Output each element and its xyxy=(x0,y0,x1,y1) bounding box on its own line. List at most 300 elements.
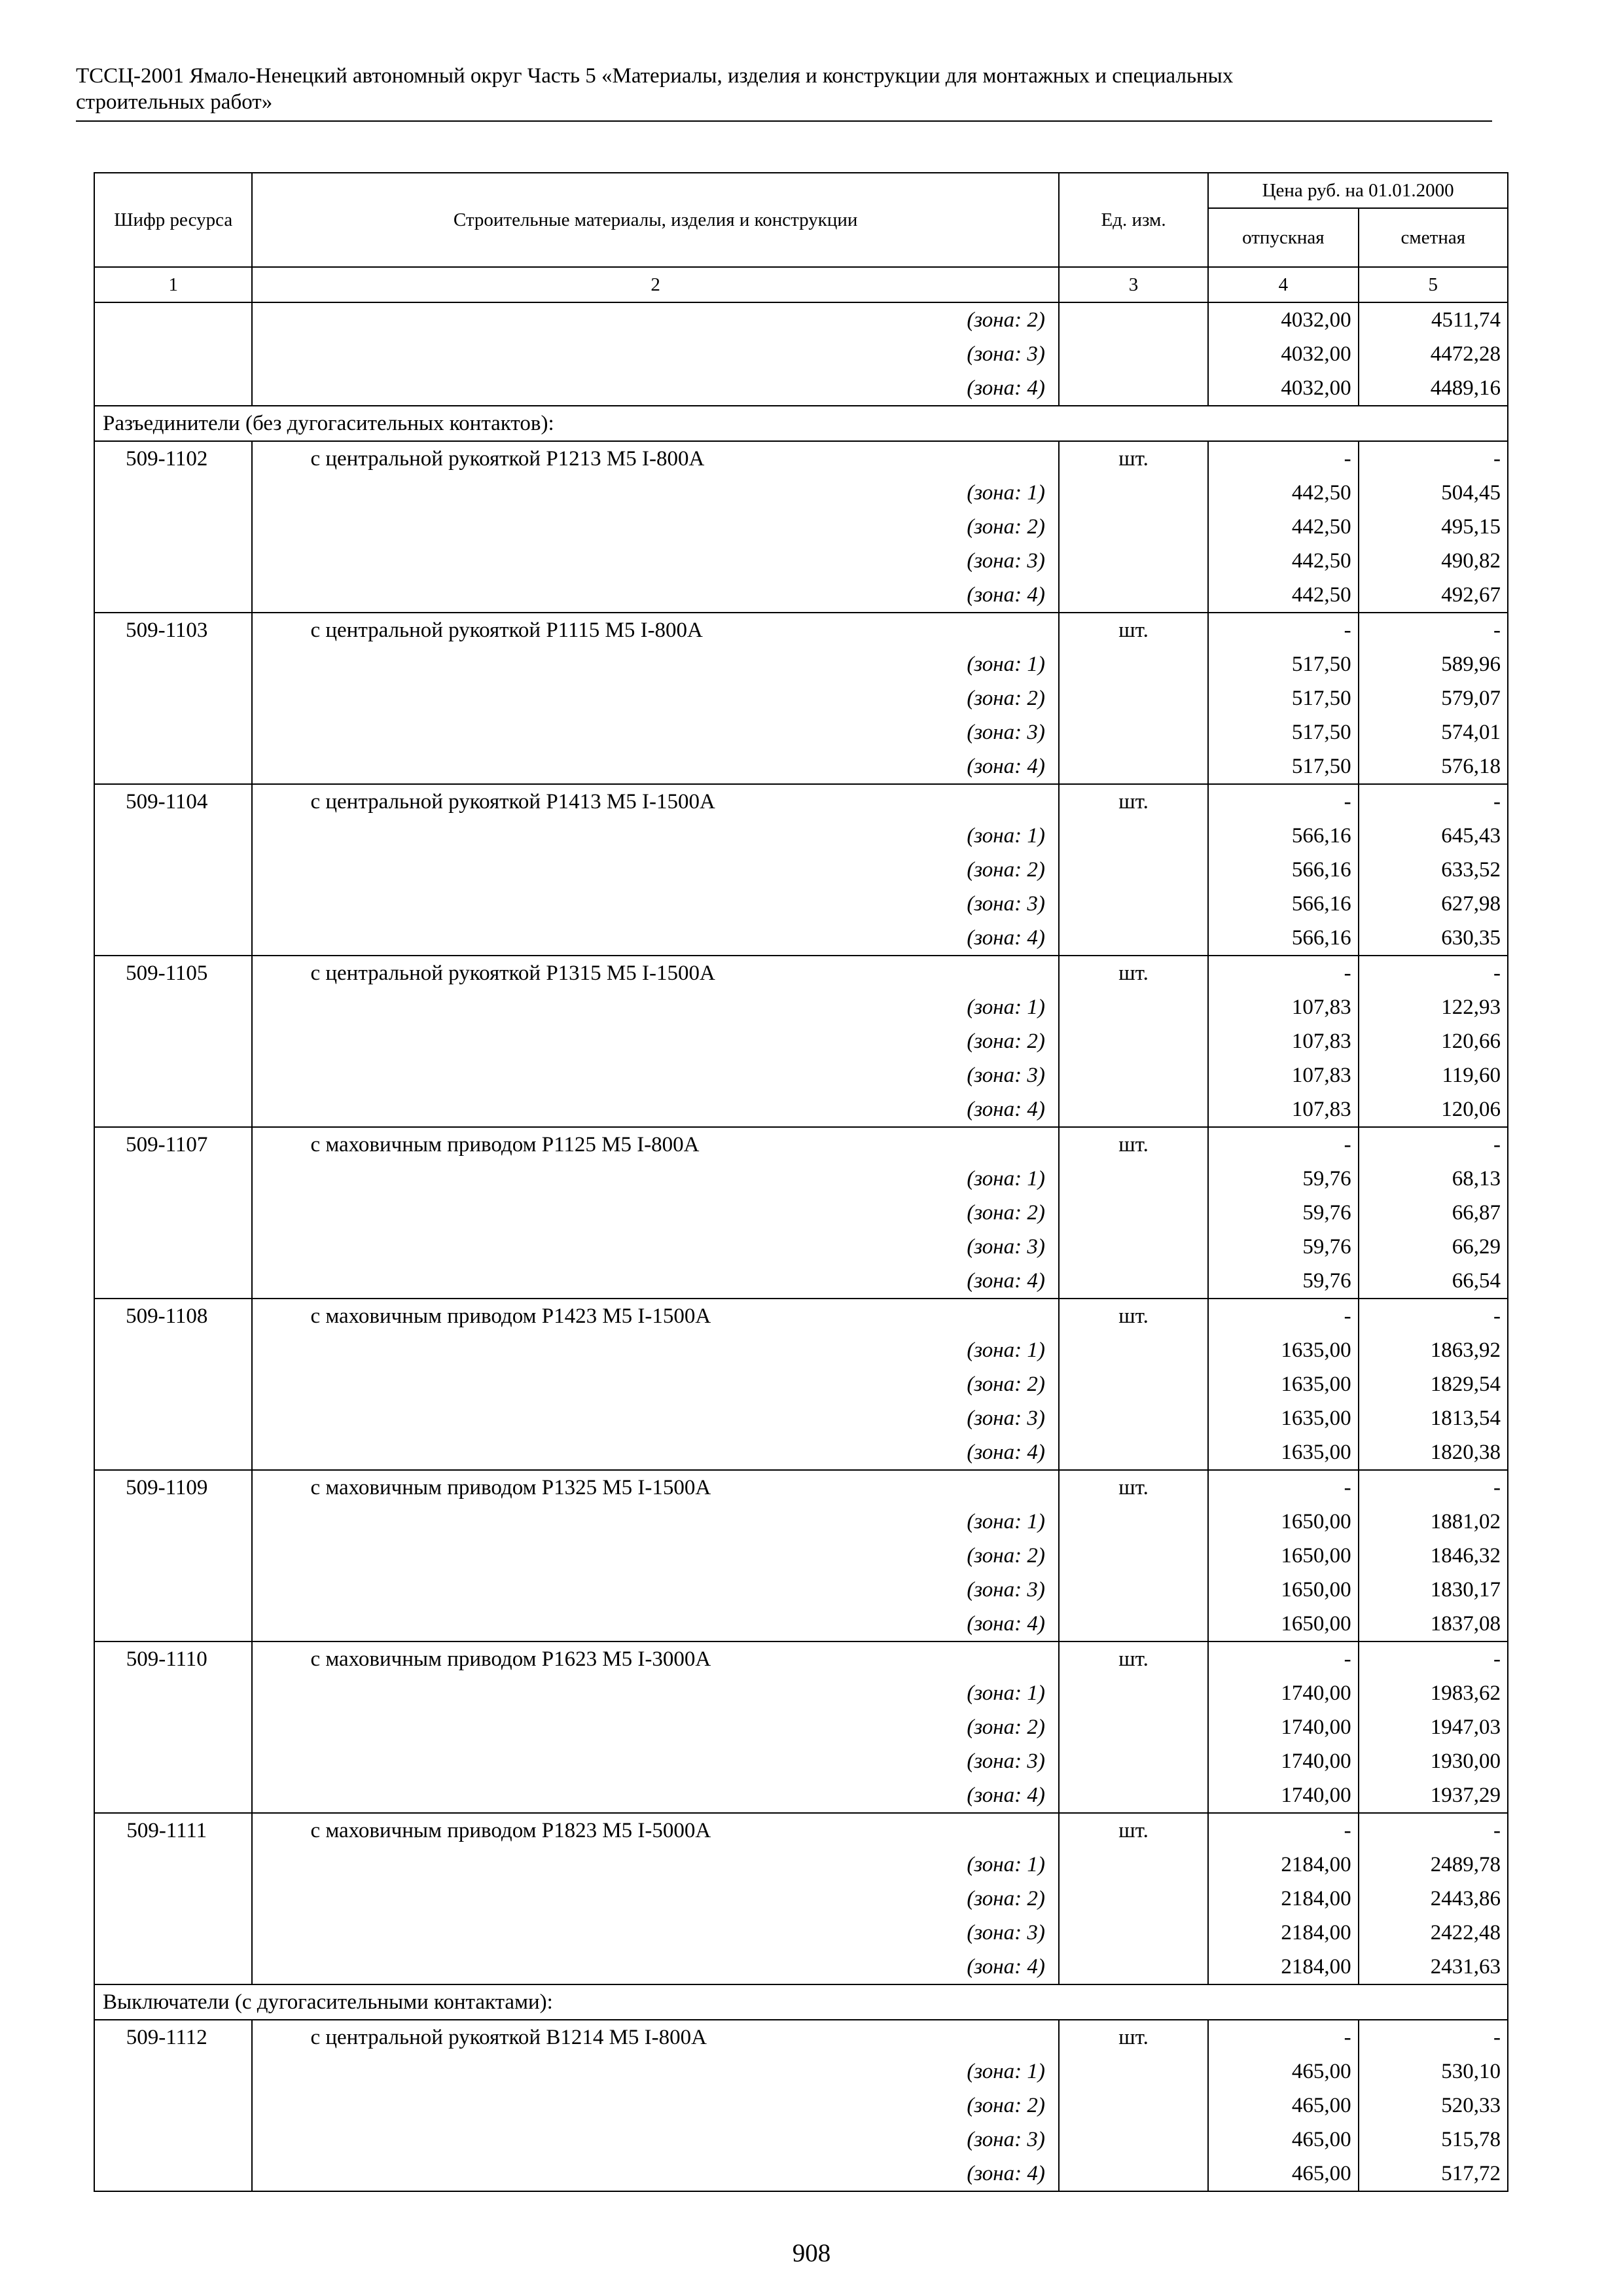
zone-row xyxy=(94,1744,1508,1778)
release-price: 59,76 xyxy=(1208,1162,1358,1196)
item-row xyxy=(94,1813,1508,1848)
estimate-price: - xyxy=(1359,956,1508,990)
page-number: 908 xyxy=(792,2239,831,2267)
estimate-price: 495,15 xyxy=(1359,510,1508,544)
zone-row xyxy=(94,1196,1508,1230)
unit-empty xyxy=(1059,1848,1208,1882)
resource-code: 509-1112 xyxy=(94,2020,252,2054)
item-name: с центральной рукояткой Р1115 М5 I-800А xyxy=(252,613,1058,647)
release-price: - xyxy=(1208,1127,1358,1162)
estimate-price: 1937,29 xyxy=(1359,1778,1508,1813)
unit-of-measure: шт. xyxy=(1059,956,1208,990)
release-price: 566,16 xyxy=(1208,819,1358,853)
unit-empty xyxy=(1059,1573,1208,1607)
zone-label: (зона: 4) xyxy=(252,1264,1058,1299)
unit-empty xyxy=(1059,647,1208,681)
estimate-price: 66,29 xyxy=(1359,1230,1508,1264)
unit-empty xyxy=(1059,1950,1208,1984)
column-number-4: 4 xyxy=(1208,267,1358,302)
zone-row xyxy=(94,647,1508,681)
release-price: 1635,00 xyxy=(1208,1367,1358,1401)
unit-empty xyxy=(1059,990,1208,1024)
release-price: 1635,00 xyxy=(1208,1401,1358,1435)
estimate-price: 1983,62 xyxy=(1359,1676,1508,1710)
resource-code-empty xyxy=(94,1539,252,1573)
zone-row xyxy=(94,1676,1508,1710)
release-price: 566,16 xyxy=(1208,853,1358,887)
item-name: с маховичным приводом Р1823 М5 I-5000А xyxy=(252,1813,1058,1848)
zone-label: (зона: 1) xyxy=(252,647,1058,681)
unit-empty xyxy=(1059,1264,1208,1299)
release-price: 107,83 xyxy=(1208,1058,1358,1092)
resource-code-empty xyxy=(94,921,252,956)
zone-row xyxy=(94,853,1508,887)
zone-row xyxy=(94,1607,1508,1641)
column-number-5: 5 xyxy=(1359,267,1508,302)
header-line-2: строительных работ» xyxy=(76,90,273,114)
resource-code: 509-1104 xyxy=(94,784,252,819)
zone-label: (зона: 1) xyxy=(252,2054,1058,2089)
release-price: 1650,00 xyxy=(1208,1573,1358,1607)
estimate-price: 1881,02 xyxy=(1359,1505,1508,1539)
item-name: с центральной рукояткой Р1213 М5 I-800А xyxy=(252,441,1058,476)
resource-code: 509-1102 xyxy=(94,441,252,476)
estimate-price: 120,06 xyxy=(1359,1092,1508,1127)
zone-label: (зона: 1) xyxy=(252,1162,1058,1196)
release-price: 4032,00 xyxy=(1208,371,1358,406)
estimate-price: 576,18 xyxy=(1359,749,1508,784)
zone-label: (зона: 2) xyxy=(252,1196,1058,1230)
zone-row xyxy=(94,1024,1508,1058)
zone-label: (зона: 3) xyxy=(252,1916,1058,1950)
release-price: - xyxy=(1208,2020,1358,2054)
zone-row xyxy=(94,715,1508,749)
zone-row xyxy=(94,1264,1508,1299)
estimate-price: - xyxy=(1359,1299,1508,1333)
unit-empty xyxy=(1059,749,1208,784)
section-title: Выключатели (с дугогасительными контактами): xyxy=(94,1984,1508,2020)
resource-code-empty xyxy=(94,337,252,371)
zone-label: (зона: 3) xyxy=(252,887,1058,921)
zone-row xyxy=(94,1092,1508,1127)
zone-row xyxy=(94,1505,1508,1539)
release-price: 517,50 xyxy=(1208,715,1358,749)
release-price: - xyxy=(1208,613,1358,647)
release-price: 517,50 xyxy=(1208,681,1358,715)
resource-code: 509-1110 xyxy=(94,1641,252,1676)
resource-code-empty xyxy=(94,2123,252,2157)
item-name: с центральной рукояткой В1214 М5 I-800А xyxy=(252,2020,1058,2054)
release-price: 566,16 xyxy=(1208,921,1358,956)
estimate-price: 120,66 xyxy=(1359,1024,1508,1058)
item-row xyxy=(94,441,1508,476)
estimate-price: 1930,00 xyxy=(1359,1744,1508,1778)
release-price: - xyxy=(1208,1470,1358,1505)
resource-code-empty xyxy=(94,1092,252,1127)
unit-of-measure: шт. xyxy=(1059,1641,1208,1676)
unit-empty xyxy=(1059,1916,1208,1950)
item-name: с маховичным приводом Р1125 М5 I-800А xyxy=(252,1127,1058,1162)
resource-code-empty xyxy=(94,1162,252,1196)
zone-row xyxy=(94,1573,1508,1607)
zone-row xyxy=(94,1916,1508,1950)
resource-code: 509-1108 xyxy=(94,1299,252,1333)
section-title: Разъединители (без дугогасительных контактов): xyxy=(94,406,1508,441)
item-row xyxy=(94,2020,1508,2054)
column-header-name: Строительные материалы, изделия и конструкции xyxy=(252,173,1058,267)
estimate-price: 1947,03 xyxy=(1359,1710,1508,1744)
unit-empty xyxy=(1059,887,1208,921)
estimate-price: - xyxy=(1359,441,1508,476)
unit-empty xyxy=(1059,371,1208,406)
resource-code-empty xyxy=(94,1676,252,1710)
zone-label: (зона: 3) xyxy=(252,2123,1058,2157)
zone-label: (зона: 4) xyxy=(252,921,1058,956)
resource-code-empty xyxy=(94,1916,252,1950)
header-line-1: ТССЦ-2001 Ямало-Ненецкий автономный округ Часть 5 «Материалы, изделия и конструкции для монтажных и специальных xyxy=(76,64,1234,88)
release-price: 1740,00 xyxy=(1208,1778,1358,1813)
unit-empty xyxy=(1059,1401,1208,1435)
zone-row xyxy=(94,578,1508,613)
column-header-code: Шифр ресурса xyxy=(94,173,252,267)
release-price: 1650,00 xyxy=(1208,1505,1358,1539)
unit-empty xyxy=(1059,1367,1208,1401)
release-price: 2184,00 xyxy=(1208,1950,1358,1984)
unit-empty xyxy=(1059,1230,1208,1264)
unit-of-measure: шт. xyxy=(1059,1470,1208,1505)
resource-code-empty xyxy=(94,371,252,406)
unit-of-measure: шт. xyxy=(1059,441,1208,476)
zone-label: (зона: 1) xyxy=(252,1333,1058,1367)
estimate-price: 530,10 xyxy=(1359,2054,1508,2089)
zone-row xyxy=(94,510,1508,544)
zone-row xyxy=(94,544,1508,578)
release-price: 59,76 xyxy=(1208,1230,1358,1264)
release-price: - xyxy=(1208,1299,1358,1333)
item-row xyxy=(94,1470,1508,1505)
zone-label: (зона: 4) xyxy=(252,1778,1058,1813)
zone-label: (зона: 4) xyxy=(252,1607,1058,1641)
zone-label: (зона: 2) xyxy=(252,681,1058,715)
resource-code-empty xyxy=(94,1882,252,1916)
zone-row xyxy=(94,1367,1508,1401)
resource-code-empty xyxy=(94,1333,252,1367)
zone-label: (зона: 1) xyxy=(252,990,1058,1024)
zone-row xyxy=(94,990,1508,1024)
estimate-price: 1820,38 xyxy=(1359,1435,1508,1470)
unit-empty xyxy=(1059,819,1208,853)
zone-row xyxy=(94,1778,1508,1813)
estimate-price: 520,33 xyxy=(1359,2089,1508,2123)
estimate-price: 122,93 xyxy=(1359,990,1508,1024)
zone-label: (зона: 2) xyxy=(252,1539,1058,1573)
zone-label: (зона: 3) xyxy=(252,1058,1058,1092)
estimate-price: 517,72 xyxy=(1359,2157,1508,2191)
estimate-price: 515,78 xyxy=(1359,2123,1508,2157)
release-price: 107,83 xyxy=(1208,990,1358,1024)
zone-label: (зона: 2) xyxy=(252,1882,1058,1916)
estimate-price: 1863,92 xyxy=(1359,1333,1508,1367)
unit-empty xyxy=(1059,1435,1208,1470)
unit-of-measure: шт. xyxy=(1059,784,1208,819)
zone-row xyxy=(94,2123,1508,2157)
zone-label: (зона: 4) xyxy=(252,578,1058,613)
zone-row xyxy=(94,371,1508,406)
unit-empty xyxy=(1059,544,1208,578)
zone-label: (зона: 2) xyxy=(252,1710,1058,1744)
resource-code-empty xyxy=(94,715,252,749)
release-price: 107,83 xyxy=(1208,1024,1358,1058)
resource-code-empty xyxy=(94,1024,252,1058)
release-price: 517,50 xyxy=(1208,647,1358,681)
item-row xyxy=(94,784,1508,819)
resource-code-empty xyxy=(94,681,252,715)
zone-label: (зона: 1) xyxy=(252,1848,1058,1882)
release-price: 517,50 xyxy=(1208,749,1358,784)
unit-empty xyxy=(1059,1162,1208,1196)
release-price: 442,50 xyxy=(1208,476,1358,510)
estimate-price: 504,45 xyxy=(1359,476,1508,510)
zone-label: (зона: 3) xyxy=(252,544,1058,578)
zone-row xyxy=(94,887,1508,921)
resource-code-empty xyxy=(94,647,252,681)
unit-empty xyxy=(1059,578,1208,613)
release-price: 442,50 xyxy=(1208,578,1358,613)
zone-row xyxy=(94,337,1508,371)
release-price: 59,76 xyxy=(1208,1196,1358,1230)
release-price: 1740,00 xyxy=(1208,1744,1358,1778)
zone-label: (зона: 1) xyxy=(252,476,1058,510)
zone-label: (зона: 2) xyxy=(252,1367,1058,1401)
release-price: 465,00 xyxy=(1208,2157,1358,2191)
column-header-price-group: Цена руб. на 01.01.2000 xyxy=(1208,173,1508,208)
estimate-price: 4489,16 xyxy=(1359,371,1508,406)
zone-row xyxy=(94,681,1508,715)
zone-row xyxy=(94,1230,1508,1264)
unit-empty xyxy=(1059,1676,1208,1710)
unit-empty xyxy=(1059,510,1208,544)
estimate-price: 492,67 xyxy=(1359,578,1508,613)
release-price: - xyxy=(1208,784,1358,819)
unit-empty xyxy=(1059,476,1208,510)
zone-row xyxy=(94,749,1508,784)
estimate-price: 119,60 xyxy=(1359,1058,1508,1092)
table-header xyxy=(94,173,1508,302)
zone-row xyxy=(94,2157,1508,2191)
estimate-price: 627,98 xyxy=(1359,887,1508,921)
zone-label: (зона: 2) xyxy=(252,302,1058,337)
unit-empty xyxy=(1059,853,1208,887)
estimate-price: 2489,78 xyxy=(1359,1848,1508,1882)
estimate-price: 645,43 xyxy=(1359,819,1508,853)
item-name: с центральной рукояткой Р1315 М5 I-1500А xyxy=(252,956,1058,990)
resource-code-empty xyxy=(94,990,252,1024)
unit-empty xyxy=(1059,1333,1208,1367)
release-price: 465,00 xyxy=(1208,2123,1358,2157)
item-name: с центральной рукояткой Р1413 М5 I-1500А xyxy=(252,784,1058,819)
resource-code: 509-1111 xyxy=(94,1813,252,1848)
item-name: с маховичным приводом Р1325 М5 I-1500А xyxy=(252,1470,1058,1505)
estimate-price: 1846,32 xyxy=(1359,1539,1508,1573)
resource-code-empty xyxy=(94,1950,252,1984)
table-body xyxy=(94,302,1508,2191)
resource-code-empty xyxy=(94,749,252,784)
item-row xyxy=(94,1299,1508,1333)
unit-empty xyxy=(1059,715,1208,749)
unit-empty xyxy=(1059,337,1208,371)
unit-of-measure: шт. xyxy=(1059,1299,1208,1333)
release-price: 1635,00 xyxy=(1208,1333,1358,1367)
zone-label: (зона: 1) xyxy=(252,819,1058,853)
unit-of-measure: шт. xyxy=(1059,613,1208,647)
estimate-price: 66,54 xyxy=(1359,1264,1508,1299)
zone-row xyxy=(94,1058,1508,1092)
resource-code-empty xyxy=(94,1710,252,1744)
release-price: 1740,00 xyxy=(1208,1676,1358,1710)
unit-empty xyxy=(1059,2054,1208,2089)
unit-empty xyxy=(1059,1607,1208,1641)
zone-label: (зона: 2) xyxy=(252,510,1058,544)
resource-code-empty xyxy=(94,1505,252,1539)
estimate-price: 4511,74 xyxy=(1359,302,1508,337)
zone-label: (зона: 1) xyxy=(252,1676,1058,1710)
release-price: 1650,00 xyxy=(1208,1607,1358,1641)
unit-of-measure: шт. xyxy=(1059,1813,1208,1848)
zone-label: (зона: 3) xyxy=(252,1401,1058,1435)
zone-label: (зона: 4) xyxy=(252,2157,1058,2191)
estimate-price: 490,82 xyxy=(1359,544,1508,578)
unit-empty xyxy=(1059,1058,1208,1092)
estimate-price: - xyxy=(1359,1470,1508,1505)
zone-row xyxy=(94,1539,1508,1573)
zone-row xyxy=(94,1401,1508,1435)
zone-row xyxy=(94,921,1508,956)
header-divider xyxy=(76,120,1492,122)
resource-code: 509-1103 xyxy=(94,613,252,647)
document-header xyxy=(76,63,1495,115)
resource-code-empty xyxy=(94,1367,252,1401)
estimate-price: 589,96 xyxy=(1359,647,1508,681)
estimate-price: 1829,54 xyxy=(1359,1367,1508,1401)
resource-code-empty xyxy=(94,1573,252,1607)
estimate-price: 633,52 xyxy=(1359,853,1508,887)
estimate-price: 630,35 xyxy=(1359,921,1508,956)
zone-row xyxy=(94,2089,1508,2123)
zone-row xyxy=(94,2054,1508,2089)
unit-empty xyxy=(1059,1539,1208,1573)
zone-label: (зона: 4) xyxy=(252,371,1058,406)
section-row xyxy=(94,1984,1508,2020)
zone-label: (зона: 3) xyxy=(252,715,1058,749)
zone-row xyxy=(94,476,1508,510)
unit-of-measure: шт. xyxy=(1059,2020,1208,2054)
item-row xyxy=(94,613,1508,647)
estimate-price: - xyxy=(1359,613,1508,647)
estimate-price: - xyxy=(1359,1813,1508,1848)
zone-label: (зона: 4) xyxy=(252,1092,1058,1127)
resource-code-empty xyxy=(94,476,252,510)
resource-code-empty xyxy=(94,2157,252,2191)
unit-empty xyxy=(1059,1024,1208,1058)
estimate-price: 574,01 xyxy=(1359,715,1508,749)
release-price: 1635,00 xyxy=(1208,1435,1358,1470)
resource-code-empty xyxy=(94,1196,252,1230)
estimate-price: - xyxy=(1359,1127,1508,1162)
unit-of-measure: шт. xyxy=(1059,1127,1208,1162)
resource-code-empty xyxy=(94,1744,252,1778)
estimate-price: - xyxy=(1359,784,1508,819)
zone-row xyxy=(94,1950,1508,1984)
estimate-price: 1813,54 xyxy=(1359,1401,1508,1435)
release-price: 4032,00 xyxy=(1208,337,1358,371)
zone-row xyxy=(94,1435,1508,1470)
estimate-price: 2422,48 xyxy=(1359,1916,1508,1950)
resource-code-empty xyxy=(94,302,252,337)
resource-code-empty xyxy=(94,1435,252,1470)
release-price: 465,00 xyxy=(1208,2089,1358,2123)
item-row xyxy=(94,1641,1508,1676)
resource-code-empty xyxy=(94,1264,252,1299)
estimate-price: 2443,86 xyxy=(1359,1882,1508,1916)
resource-code: 509-1109 xyxy=(94,1470,252,1505)
resource-code-empty xyxy=(94,853,252,887)
zone-label: (зона: 4) xyxy=(252,749,1058,784)
estimate-price: 66,87 xyxy=(1359,1196,1508,1230)
unit-empty xyxy=(1059,921,1208,956)
item-row xyxy=(94,1127,1508,1162)
column-number-1: 1 xyxy=(94,267,252,302)
column-number-2: 2 xyxy=(252,267,1058,302)
zone-label: (зона: 2) xyxy=(252,1024,1058,1058)
unit-empty xyxy=(1059,2089,1208,2123)
unit-empty xyxy=(1059,1744,1208,1778)
column-header-estimate-price: сметная xyxy=(1359,208,1508,267)
item-name: с маховичным приводом Р1623 М5 I-3000А xyxy=(252,1641,1058,1676)
item-name: с маховичным приводом Р1423 М5 I-1500А xyxy=(252,1299,1058,1333)
resource-code: 509-1107 xyxy=(94,1127,252,1162)
zone-row xyxy=(94,819,1508,853)
release-price: 465,00 xyxy=(1208,2054,1358,2089)
resource-code-empty xyxy=(94,510,252,544)
resource-code-empty xyxy=(94,2089,252,2123)
estimate-price: 2431,63 xyxy=(1359,1950,1508,1984)
release-price: 2184,00 xyxy=(1208,1916,1358,1950)
release-price: - xyxy=(1208,1813,1358,1848)
zone-row xyxy=(94,1882,1508,1916)
zone-label: (зона: 2) xyxy=(252,2089,1058,2123)
resource-code-empty xyxy=(94,578,252,613)
release-price: 59,76 xyxy=(1208,1264,1358,1299)
unit-empty xyxy=(1059,1196,1208,1230)
zone-label: (зона: 4) xyxy=(252,1950,1058,1984)
unit-empty xyxy=(1059,302,1208,337)
estimate-price: 4472,28 xyxy=(1359,337,1508,371)
release-price: 566,16 xyxy=(1208,887,1358,921)
release-price: 107,83 xyxy=(1208,1092,1358,1127)
release-price: 4032,00 xyxy=(1208,302,1358,337)
zone-row xyxy=(94,1333,1508,1367)
item-row xyxy=(94,956,1508,990)
unit-empty xyxy=(1059,1092,1208,1127)
zone-row xyxy=(94,1162,1508,1196)
estimate-price: - xyxy=(1359,2020,1508,2054)
unit-empty xyxy=(1059,2157,1208,2191)
release-price: - xyxy=(1208,1641,1358,1676)
zone-label: (зона: 3) xyxy=(252,1230,1058,1264)
resource-code-empty xyxy=(94,887,252,921)
zone-label: (зона: 1) xyxy=(252,1505,1058,1539)
release-price: 442,50 xyxy=(1208,510,1358,544)
